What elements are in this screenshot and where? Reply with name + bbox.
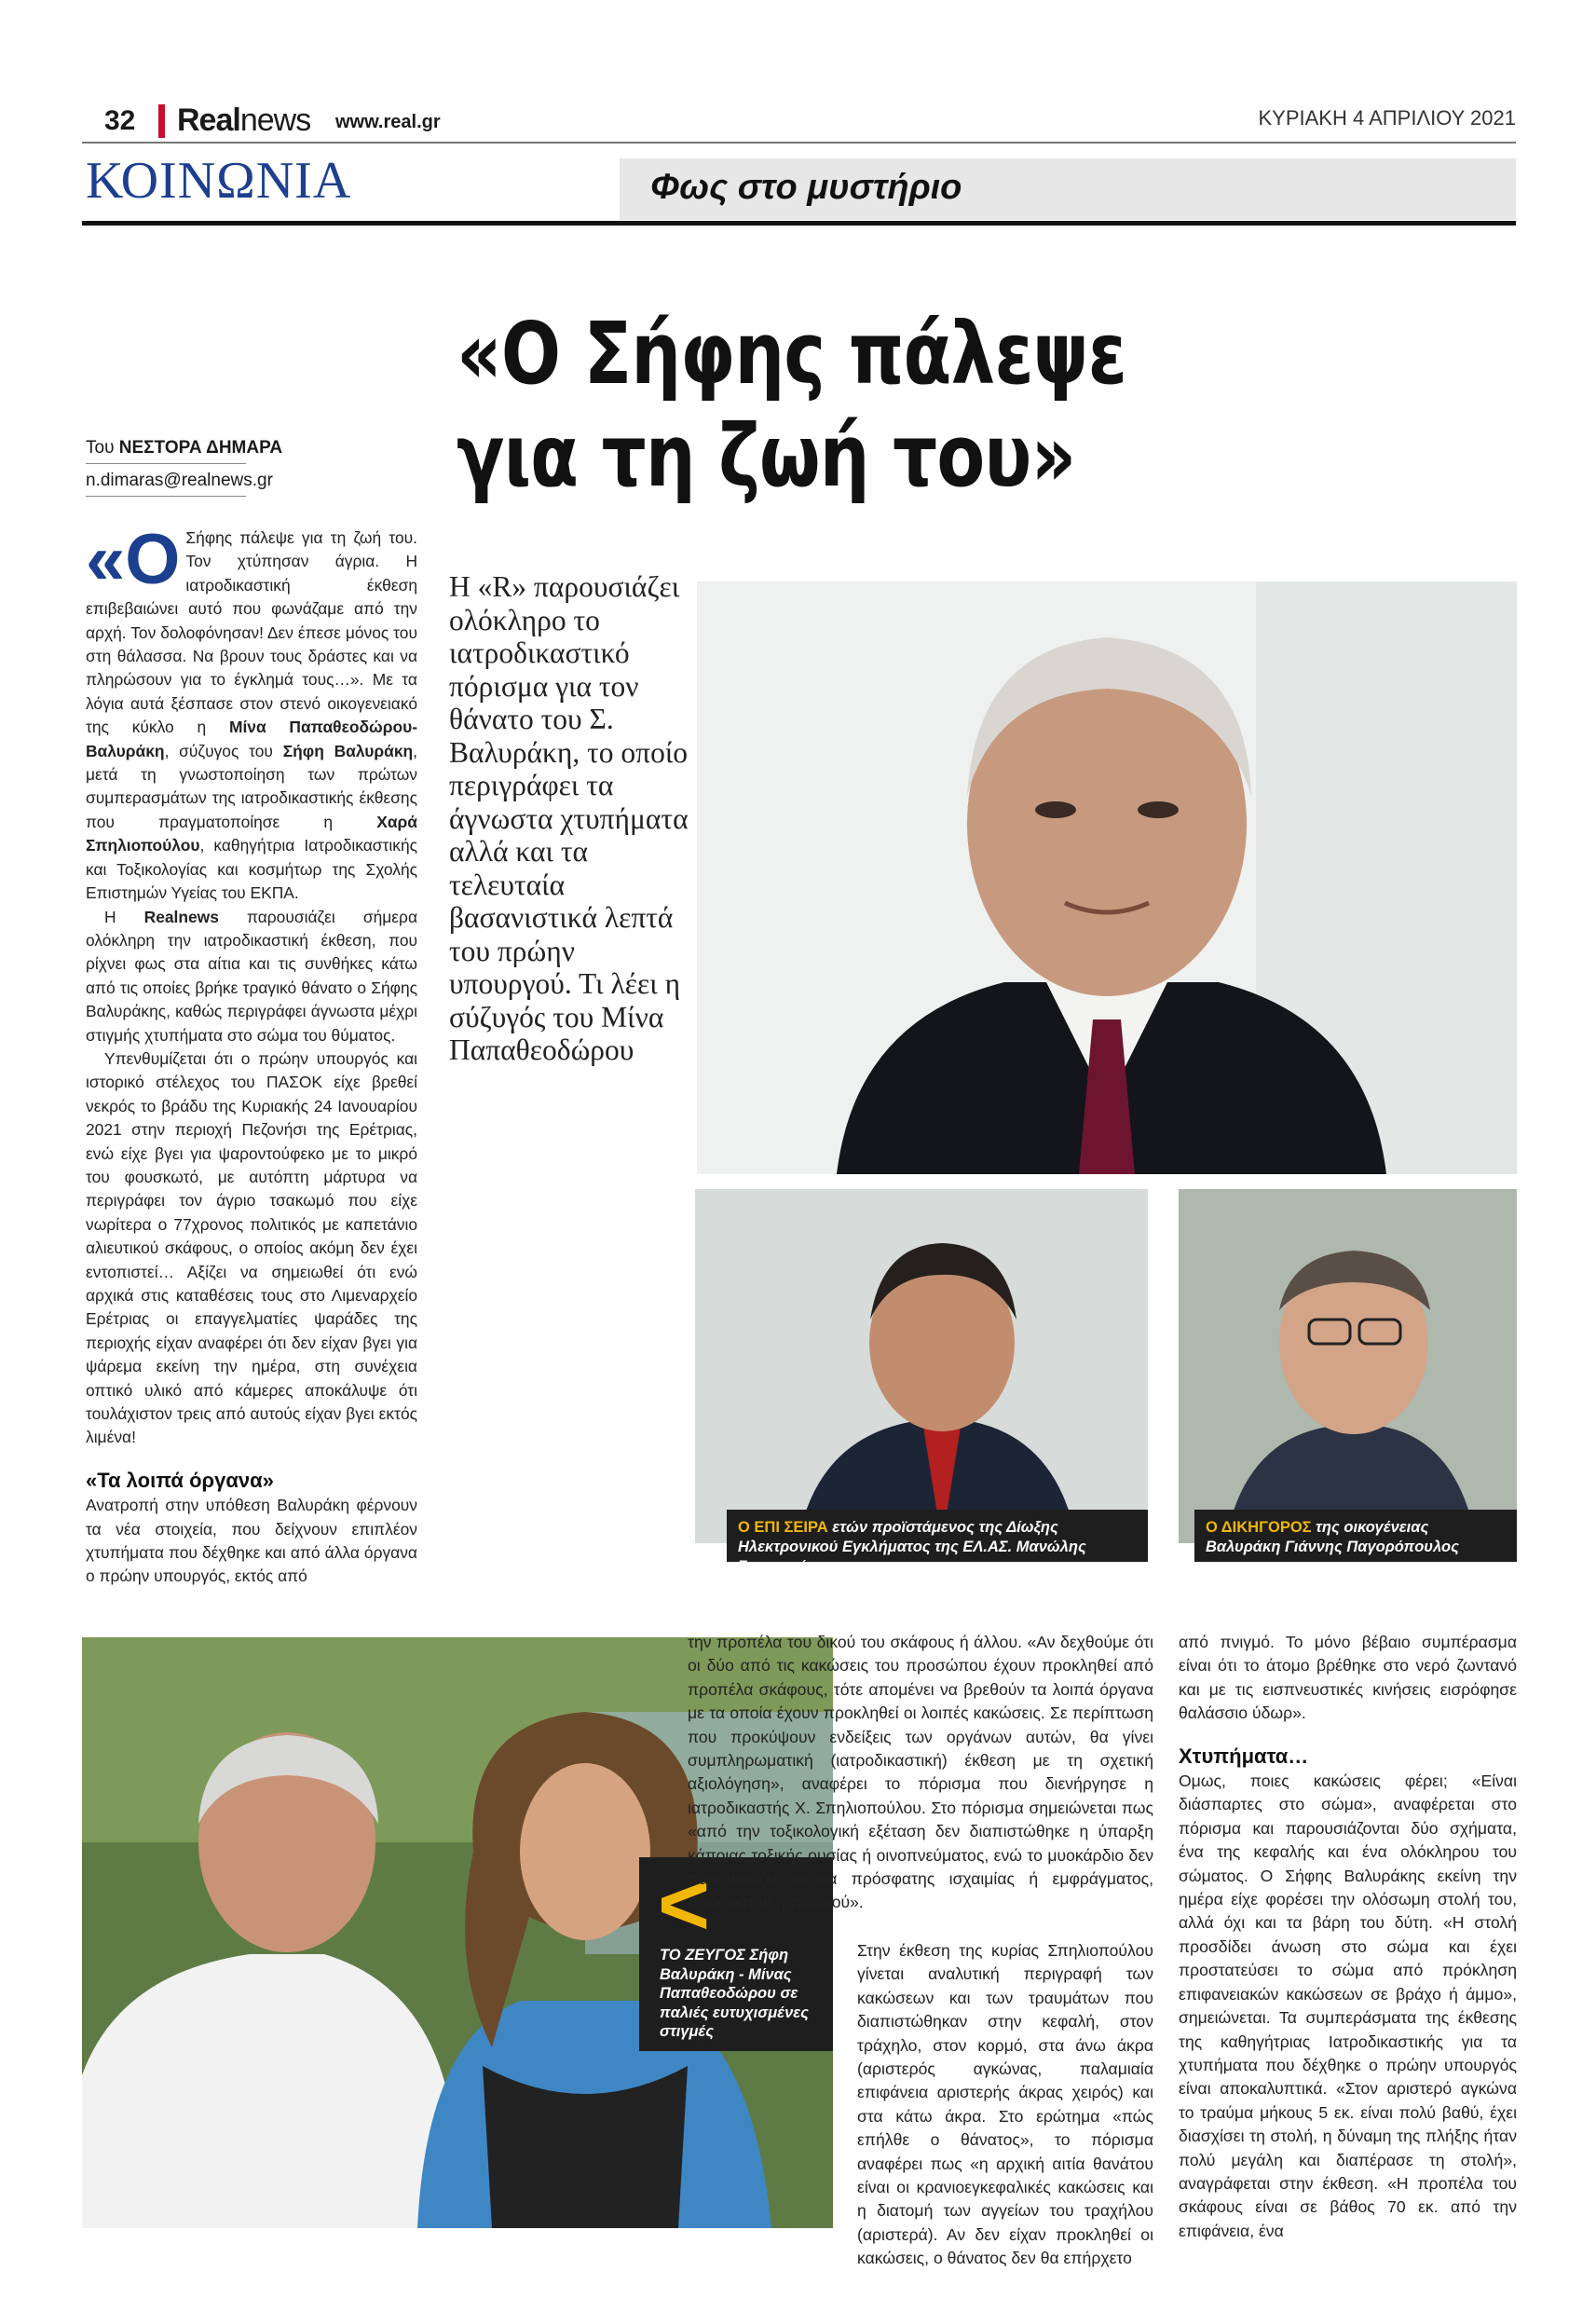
p1-text-c: , σύζυγος του	[164, 741, 283, 760]
drop-cap: «Ο	[86, 520, 181, 599]
caption-pagoropoulos-highlight: Ο ΔΙΚΗΓΟΡΟΣ	[1206, 1519, 1312, 1536]
paragraph-1	[86, 520, 417, 906]
p1-name-chara: Χαρά Σπηλιοπούλου	[86, 812, 417, 855]
article-column-1	[86, 520, 417, 1589]
p2-realnews: Realnews	[143, 907, 219, 926]
col2-paragraph-1: την προπέλα του δικού του σκάφους ή άλλου. «Αν δεχθούμε ότι οι δύο από τις κακώσεις του προσώπου έχουν προκληθεί από προπέλα σκάφους, τότε απομένει να βρεθούν τα λοιπά όργανα με τα οποία έχουν προκληθεί οι λοιπές κακώσεις. Σε περίπτωση που προκύψουν ενδείξεις των οργάνων αυτών, θα γίνει συμπληρωματική (ιατροδικαστική) έκθεση με τη σχετική αξιολόγηση», αναφέρει το πόρισμα που διενήργησε η ιατροδικαστής Χ. Σπηλιοπούλου. Στο πόρισμα σημειώνεται πως «από την τοξικολογική εξέταση δεν διαπιστώθηκε η ύπαρξη κάποιας τοξικής ουσίας ή οινοπνεύματος, ενώ το μυοκάρδιο δεν παρουσιάζει εικόνα πρόσφατης ισχαιμίας ή εμφράγματος, πρόσφατου ή παλαιού».	[688, 1633, 1153, 1912]
couple-caption-text: Σήφη Βαλυράκη - Μίνας Παπαθεοδώρου σε παλιές ευτυχισμένες στιγμές	[660, 1947, 809, 2040]
site-url: www.real.gr	[335, 112, 441, 132]
article-column-3	[1179, 1631, 1517, 2243]
p1-text-g: , καθηγήτρια Ιατροδικαστικής και Τοξικολογίας και κοσμήτωρ της Σχολής Επιστημών Υγείας του ΕΚΠΑ.	[86, 836, 417, 903]
header-thick-rule	[82, 221, 1516, 226]
brand-light: news	[239, 103, 311, 138]
p1-text-a: Σήφης πάλεψε για τη ζωή του. Τον χτύπησαν άγρια. Η ιατροδικαστική έκθεση επιβεβαιώνει αυτό που φωνάζαμε από την αρχή. Τον δολοφόνησαν! Δεν έπεσε μόνος του στη θάλασσα. Να βρουν τους δράστες και να πληρώσουν για το έγκλημά τους…». Με τα λόγια αυτά ξέσπασε στον στενό οικογενειακό της κύκλο η	[86, 528, 417, 737]
caption-sfakianakis-highlight: Ο ΕΠΙ ΣΕΙΡΑ	[738, 1519, 828, 1536]
photo-valyrakis-portrait	[697, 581, 1517, 1174]
p1-name-mina: Μίνα Παπαθεοδώρου-Βαλυράκη	[86, 718, 417, 760]
chevron-left-icon: <	[658, 1854, 711, 1954]
subheading-organs: «Τα λοιπά όργανα»	[86, 1468, 274, 1492]
section-title: ΚΟΙΝΩΝΙΑ	[86, 152, 352, 210]
portrait-illustration	[697, 581, 1517, 1174]
header-separator	[158, 104, 165, 138]
col2-paragraph-2: Στην έκθεση της κυρίας Σπηλιοπούλου γίνεται αναλυτική περιγραφή των κακώσεων και των τραυμάτων που διαπιστώθηκαν στην κεφαλή, στον τράχηλο, στον κορμό, στα άνω άκρα (αριστερός αγκώνας, παλαμιαία επιφάνεια αριστερής άκρας χειρός) και στα κάτω άκρα. Στο ερώτημα «πώς επήλθε ο θάνατος», το πόρισμα αναφέρει πως «η αρχική αιτία θανάτου είναι οι κρανιοεγκεφαλικές κακώσεις και η διατομή των αγγείων του τραχήλου (αριστερά). Αν δεν είχαν προκληθεί οι κακώσεις, ο θάνατος δεν θα επήρχετο	[857, 1941, 1153, 2268]
paragraph-2	[86, 906, 417, 1047]
subheading-blows: Χτυπήματα…	[1179, 1744, 1309, 1768]
issue-date: ΚΥΡΙΑΚΗ 4 ΑΠΡΙΛΙΟΥ 2021	[1258, 106, 1516, 130]
byline-prefix: Του	[86, 438, 115, 458]
topic-title: Φως στο μυστήριο	[650, 168, 962, 207]
article-column-2-continued	[857, 1939, 1153, 2271]
headline	[457, 303, 1312, 508]
p2-text-a: Η	[104, 907, 144, 926]
photo-sfakianakis	[695, 1189, 1148, 1543]
email-rule	[86, 496, 246, 497]
byline-rule	[86, 463, 246, 464]
headline-line-1: «Ο Σήφης πάλεψε	[457, 304, 1126, 404]
byline	[86, 438, 282, 458]
caption-sfakianakis	[727, 1510, 1148, 1575]
photo-pagoropoulos	[1179, 1189, 1517, 1543]
couple-caption-highlight: ΤΟ ΖΕΥΓΟΣ	[660, 1947, 745, 1963]
caption-pagoropoulos-text: της οικογένειας Βαλυράκη Γιάννης Παγορόπουλος	[1206, 1519, 1459, 1555]
sfakianakis-illustration	[695, 1189, 1148, 1543]
header-rule	[82, 142, 1516, 144]
caption-pagoropoulos	[1194, 1510, 1517, 1562]
col3-paragraph-2: Ομως, ποιες κακώσεις φέρει; «Είναι διάσπαρτες στο σώμα», αναφέρεται στο πόρισμα και παρουσιάζονται δύο σχήματα, ένα της κεφαλής και ένα ολόκληρου του σώματος. Ο Σήφης Βαλυράκης εκείνη την ημέρα είχε φορέσει την ολόσωμη στολή του, αλλά όχι και τα βάρη του δύτη. «Η στολή προσδίδει άνωση στο σώμα και έχει προστατεύσει το σώμα από πρόκληση επιφανειακών κακώσεων σε βράχο ή άμμο», σημειώνεται. Τα συμπεράσματα της έκθεσης της καθηγήτριας Ιατροδικαστικής για τα χτυπήματα που δέχθηκε ο πρώην υπουργός είναι αποκαλυπτικά. «Στον αριστερό αγκώνα το τραύμα μήκους 5 εκ. είναι πολύ βαθύ, έχει διασχίσει τη στολή, η δύναμη της πλήξης ήταν πολύ μεγάλη και διαπέρασε τη στολή», αναγράφεται στην έκθεση. «Η προπέλα του σκάφους είναι σε βάθος 70 εκ. από την επιφάνεια, ένα	[1179, 1772, 1517, 2240]
p2-text-c: παρουσιάζει σήμερα ολόκληρη την ιατροδικαστική έκθεση, που ρίχνει φως στα αίτια και τις συνθήκες κάτω από τις οποίες βρήκε τραγικό θάνατο ο Σήφης Βαλυράκης, καθώς περιγράφει άγνωστα μέχρι στιγμής χτυπήματα στο σώμα του θύματος.	[86, 907, 417, 1045]
brand-logo	[177, 103, 310, 139]
deck-text: Η «R» παρουσιάζει ολόκληρο το ιατροδικαστικό πόρισμα για τον θάνατο του Σ. Βαλυράκη, το οποίο περιγράφει τα άγνωστα χτυπήματα αλλά και τα τελευταία βασανιστικά λεπτά του πρώην υπουργού. Τι λέει η σύζυγός του Μίνα Παπαθεοδώρου	[449, 570, 689, 1066]
p1-name-sifis: Σήφη Βαλυράκη	[282, 741, 414, 760]
p1-text-e: , μετά τη γνωστοποίηση των πρώτων συμπερασμάτων της ιατροδικαστικής έκθεσης που πραγματοποίησε η	[86, 741, 417, 831]
caption-sfakianakis-text: ετών προϊστάμενος της Δίωξης Ηλεκτρονικού Εγκλήματος της ΕΛ.ΑΣ. Μανώλης Σφακιανάκης	[738, 1519, 1086, 1575]
headline-line-2: για τη ζωή του»	[457, 406, 1076, 506]
page-number: 32	[104, 105, 136, 136]
paragraph-3: Υπενθυμίζεται ότι ο πρώην υπουργός και ιστορικό στέλεχος του ΠΑΣΟΚ είχε βρεθεί νεκρός το βράδυ της Κυριακής 24 Ιανουαρίου 2021 στην περιοχή Πεζονήσι της Ερέτριας, ενώ είχε βγει για ψαροντούφεκο με το μικρό του φουσκωτό, με αυτόπτη μάρτυρα να περιγράφει τον άγριο τσακωμό που είχε νωρίτερα ο 77χρονος πολιτικός με καπετάνιο αλιευτικού σκάφους, ο οποίος ακόμη δεν έχει εντοπιστεί… Αξίζει να σημειωθεί ότι ενώ αρχικά στις καταθέσεις τους στο Λιμεναρχείο Ερέτριας οι επαγγελματίες ψαράδες της περιοχής είχαν αναφέρει ότι δεν είχαν βγει για ψάρεμα εκείνη την ημέρα, στη συνέχεια οπτικό υλικό από κάμερες αποκάλυψε ότι τουλάχιστον τρεις από αυτούς είχαν βγει εκτός λιμένα!	[86, 1048, 417, 1447]
article-column-2	[688, 1631, 1153, 1915]
brand-bold: Real	[177, 103, 240, 138]
col3-paragraph-1: από πνιγμό. Το μόνο βέβαιο συμπέρασμα είναι ότι το άτομο βρέθηκε στο νερό ζωντανό και με τις εισπνευστικές κινήσεις εισρόφησε θαλάσσιο ύδωρ».	[1179, 1633, 1517, 1723]
byline-author: ΝΕΣΤΟΡΑ ΔΗΜΑΡΑ	[118, 438, 283, 458]
paragraph-4: Ανατροπή στην υπόθεση Βαλυράκη φέρνουν τα νέα στοιχεία, που δείχνουν επιπλέον χτυπήματα που δέχθηκε και από άλλα όργανα ο πρώην υπουργός, εκτός από	[86, 1496, 417, 1586]
author-email: n.dimaras@realnews.gr	[86, 471, 273, 490]
couple-caption	[660, 1946, 827, 2042]
pagoropoulos-illustration	[1179, 1189, 1517, 1543]
